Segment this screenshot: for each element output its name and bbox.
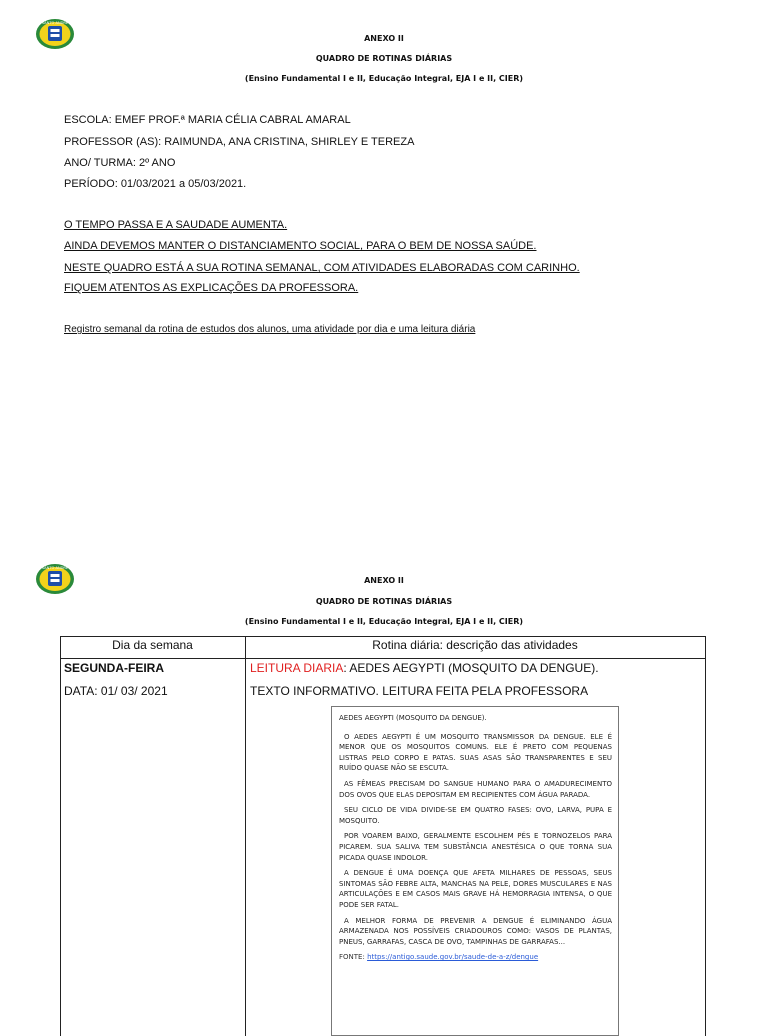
source-link[interactable]: https://antigo.saude.gov.br/saude-de-a-z/dengue xyxy=(367,953,539,962)
period: PERÍODO: 01/03/2021 a 05/03/2021. xyxy=(64,178,247,190)
date: DATA: 01/ 03/ 2021 xyxy=(64,684,168,698)
weekday: SEGUNDA-FEIRA xyxy=(64,661,165,675)
reading-paragraph: A MELHOR FORMA DE PREVENIR A DENGUE É ELIMINANDO ÁGUA ARMAZENADA NOS POSSÍVEIS CRIADOUROS COMO: VASOS DE PLANTAS, PNEUS, GARRAFAS, CASCA DE OVO, TAMPINHAS DE GARRAFAS... xyxy=(339,916,612,946)
education-levels: (Ensino Fundamental I e II, Educação Integral, EJA I e II, CIER) xyxy=(244,74,524,83)
annex-title: ANEXO II xyxy=(364,576,404,585)
message-line: AINDA DEVEMOS MANTER O DISTANCIAMENTO SOCIAL, PARA O BEM DE NOSSA SAÚDE. xyxy=(64,240,537,252)
col-header-day: Dia da semana xyxy=(112,638,193,652)
message-line: NESTE QUADRO ESTÁ A SUA ROTINA SEMANAL, COM ATIVIDADES ELABORADAS COM CARINHO. xyxy=(64,262,580,274)
reading-paragraph: O AEDES AEGYPTI É UM MOSQUITO TRANSMISSOR DA DENGUE. ELE É MENOR QUE OS MOSQUITOS COMUNS. ELE É PRETO COM PEQUENAS LISTRAS PELO CORPO E PATAS. SUAS ASAS SÃO TRANSPARENTES E SEU RUÍDO QUASE NÃO SE ESCUTA. xyxy=(339,732,612,773)
annex-title: ANEXO II xyxy=(364,34,404,43)
col-header-routine: Rotina diária: descrição das atividades xyxy=(372,638,578,652)
message-line: O TEMPO PASSA E A SAUDADE AUMENTA. xyxy=(64,219,288,231)
year-class: ANO/ TURMA: 2º ANO xyxy=(64,157,176,169)
svg-text:SANTO ANDRÉ: SANTO ANDRÉ xyxy=(41,21,69,26)
routine-board-title: QUADRO DE ROTINAS DIÁRIAS xyxy=(315,54,453,63)
daily-reading-line xyxy=(250,661,599,675)
reading-paragraph: A DENGUE É UMA DOENÇA QUE AFETA MILHARES DE PESSOAS, SEUS SINTOMAS SÃO FEBRE ALTA, MANCHAS NA PELE, DORES MUSCULARES E NAS ARTICULAÇÕES E EM CASOS MAIS GRAVE HÁ HEMORRAGIA INTENSA, O QUE PODE SER FATAL. xyxy=(339,869,612,909)
reading-textbox xyxy=(331,706,619,1036)
school-name: ESCOLA: EMEF PROF.ª MARIA CÉLIA CABRAL AMARAL xyxy=(64,114,351,126)
reading-paragraph: AS FÊMEAS PRECISAM DO SANGUE HUMANO PARA O AMADURECIMENTO DOS OVOS QUE ELAS DEPOSITAM EM RECIPIENTES COM ÁGUA PARADA. xyxy=(339,779,612,799)
education-levels: (Ensino Fundamental I e II, Educação Integral, EJA I e II, CIER) xyxy=(244,617,524,626)
reading-title: AEDES AEGYPTI (MOSQUITO DA DENGUE). xyxy=(339,714,487,722)
svg-text:SANTO ANDRÉ: SANTO ANDRÉ xyxy=(41,566,69,571)
reading-paragraph: POR VOAREM BAIXO, GERALMENTE ESCOLHEM PÉS E TORNOZELOS PARA PICAREM. SUA SALIVA TEM SUBSTÂNCIA ANESTÉSICA O QUE TORNA SUA PICADA QUASE INDOLOR. xyxy=(339,832,612,862)
daily-reading-label: LEITURA DIARIA xyxy=(250,661,344,675)
routine-board-title: QUADRO DE ROTINAS DIÁRIAS xyxy=(315,597,453,606)
source-label: FONTE: xyxy=(339,953,368,962)
message-line: FIQUEM ATENTOS AS EXPLICAÇÕES DA PROFESSORA. xyxy=(64,282,359,294)
teachers: PROFESSOR (AS): RAIMUNDA, ANA CRISTINA, SHIRLEY E TEREZA xyxy=(64,136,415,148)
weekly-register-note: Registro semanal da rotina de estudos dos alunos, uma atividade por dia e uma leitura diária xyxy=(64,324,476,335)
source-line xyxy=(339,952,612,963)
informative-text-note: TEXTO INFORMATIVO. LEITURA FEITA PELA PROFESSORA xyxy=(250,684,589,698)
reading-paragraph: SEU CICLO DE VIDA DIVIDE-SE EM QUATRO FASES: OVO, LARVA, PUPA E MOSQUITO. xyxy=(339,806,612,825)
daily-reading-title: : AEDES AEGYPTI (MOSQUITO DA DENGUE). xyxy=(343,661,599,675)
